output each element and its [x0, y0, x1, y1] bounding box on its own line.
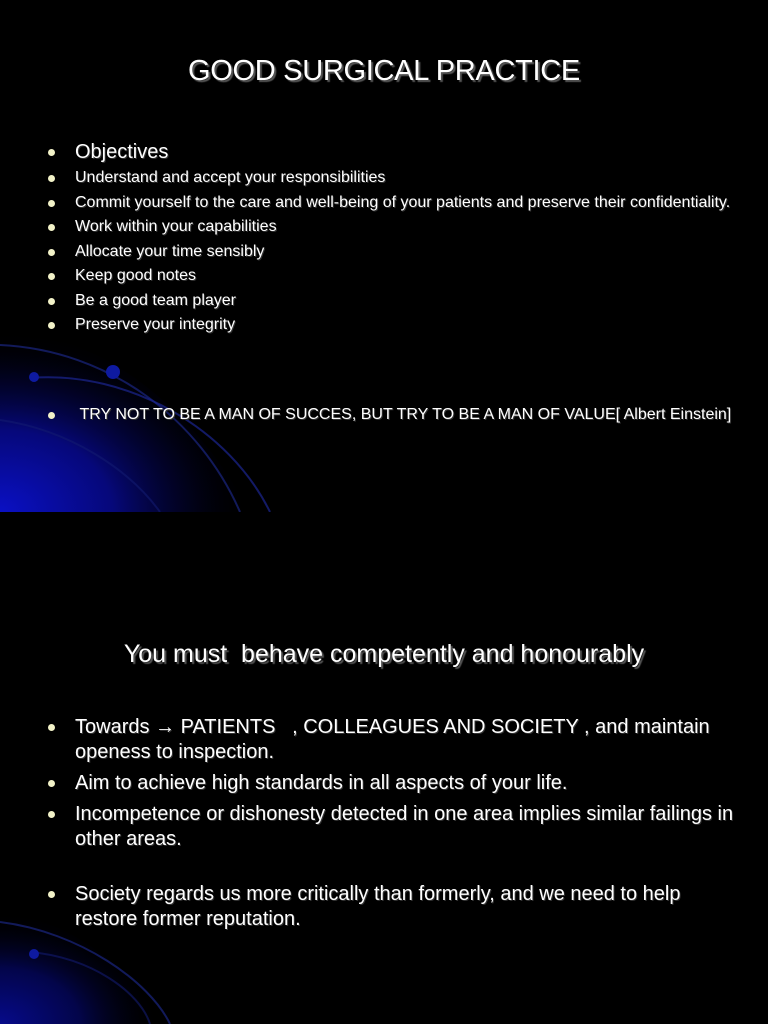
- list-item: Allocate your time sensibly: [75, 242, 735, 262]
- list-item: Incompetence or dishonesty detected in one area implies similar failings in other areas.: [75, 802, 745, 852]
- list-item: Objectives: [75, 140, 735, 164]
- bullet-icon: [48, 780, 55, 787]
- bullet-icon: [48, 149, 55, 156]
- list-item: Be a good team player: [75, 291, 735, 311]
- bullet-icon: [48, 724, 55, 731]
- bullet-icon: [48, 175, 55, 182]
- list-item: Keep good notes: [75, 266, 735, 286]
- slide-title: GOOD SURGICAL PRACTICE: [188, 55, 580, 87]
- bullet-icon: [48, 811, 55, 818]
- list-item: Work within your capabilities: [75, 217, 735, 237]
- slide-title: You must behave competently and honourably: [123, 640, 645, 668]
- bullet-icon: [48, 412, 55, 419]
- list-item: Commit yourself to the care and well-being of your patients and preserve their confidentiality.: [75, 193, 735, 213]
- bullet-icon: [48, 322, 55, 329]
- list-item: Understand and accept your responsibilities: [75, 168, 735, 188]
- slide-2: [0, 512, 768, 1024]
- list-item: Preserve your integrity: [75, 315, 735, 335]
- conduct-list: [75, 715, 745, 938]
- objectives-list: [75, 140, 735, 430]
- bullet-icon: [48, 249, 55, 256]
- list-item: Society regards us more critically than formerly, and we need to help restore former reputation.: [75, 882, 745, 932]
- bullet-icon: [48, 298, 55, 305]
- bullet-icon: [48, 200, 55, 207]
- quote-item: TRY NOT TO BE A MAN OF SUCCES, BUT TRY TO BE A MAN OF VALUE[ Albert Einstein]: [75, 405, 735, 425]
- list-item: Towards → PATIENTS , COLLEAGUES AND SOCIETY , and maintain openess to inspection.: [75, 715, 745, 765]
- list-item: Aim to achieve high standards in all aspects of your life.: [75, 771, 745, 796]
- bullet-icon: [48, 891, 55, 898]
- bullet-icon: [48, 273, 55, 280]
- bullet-icon: [48, 224, 55, 231]
